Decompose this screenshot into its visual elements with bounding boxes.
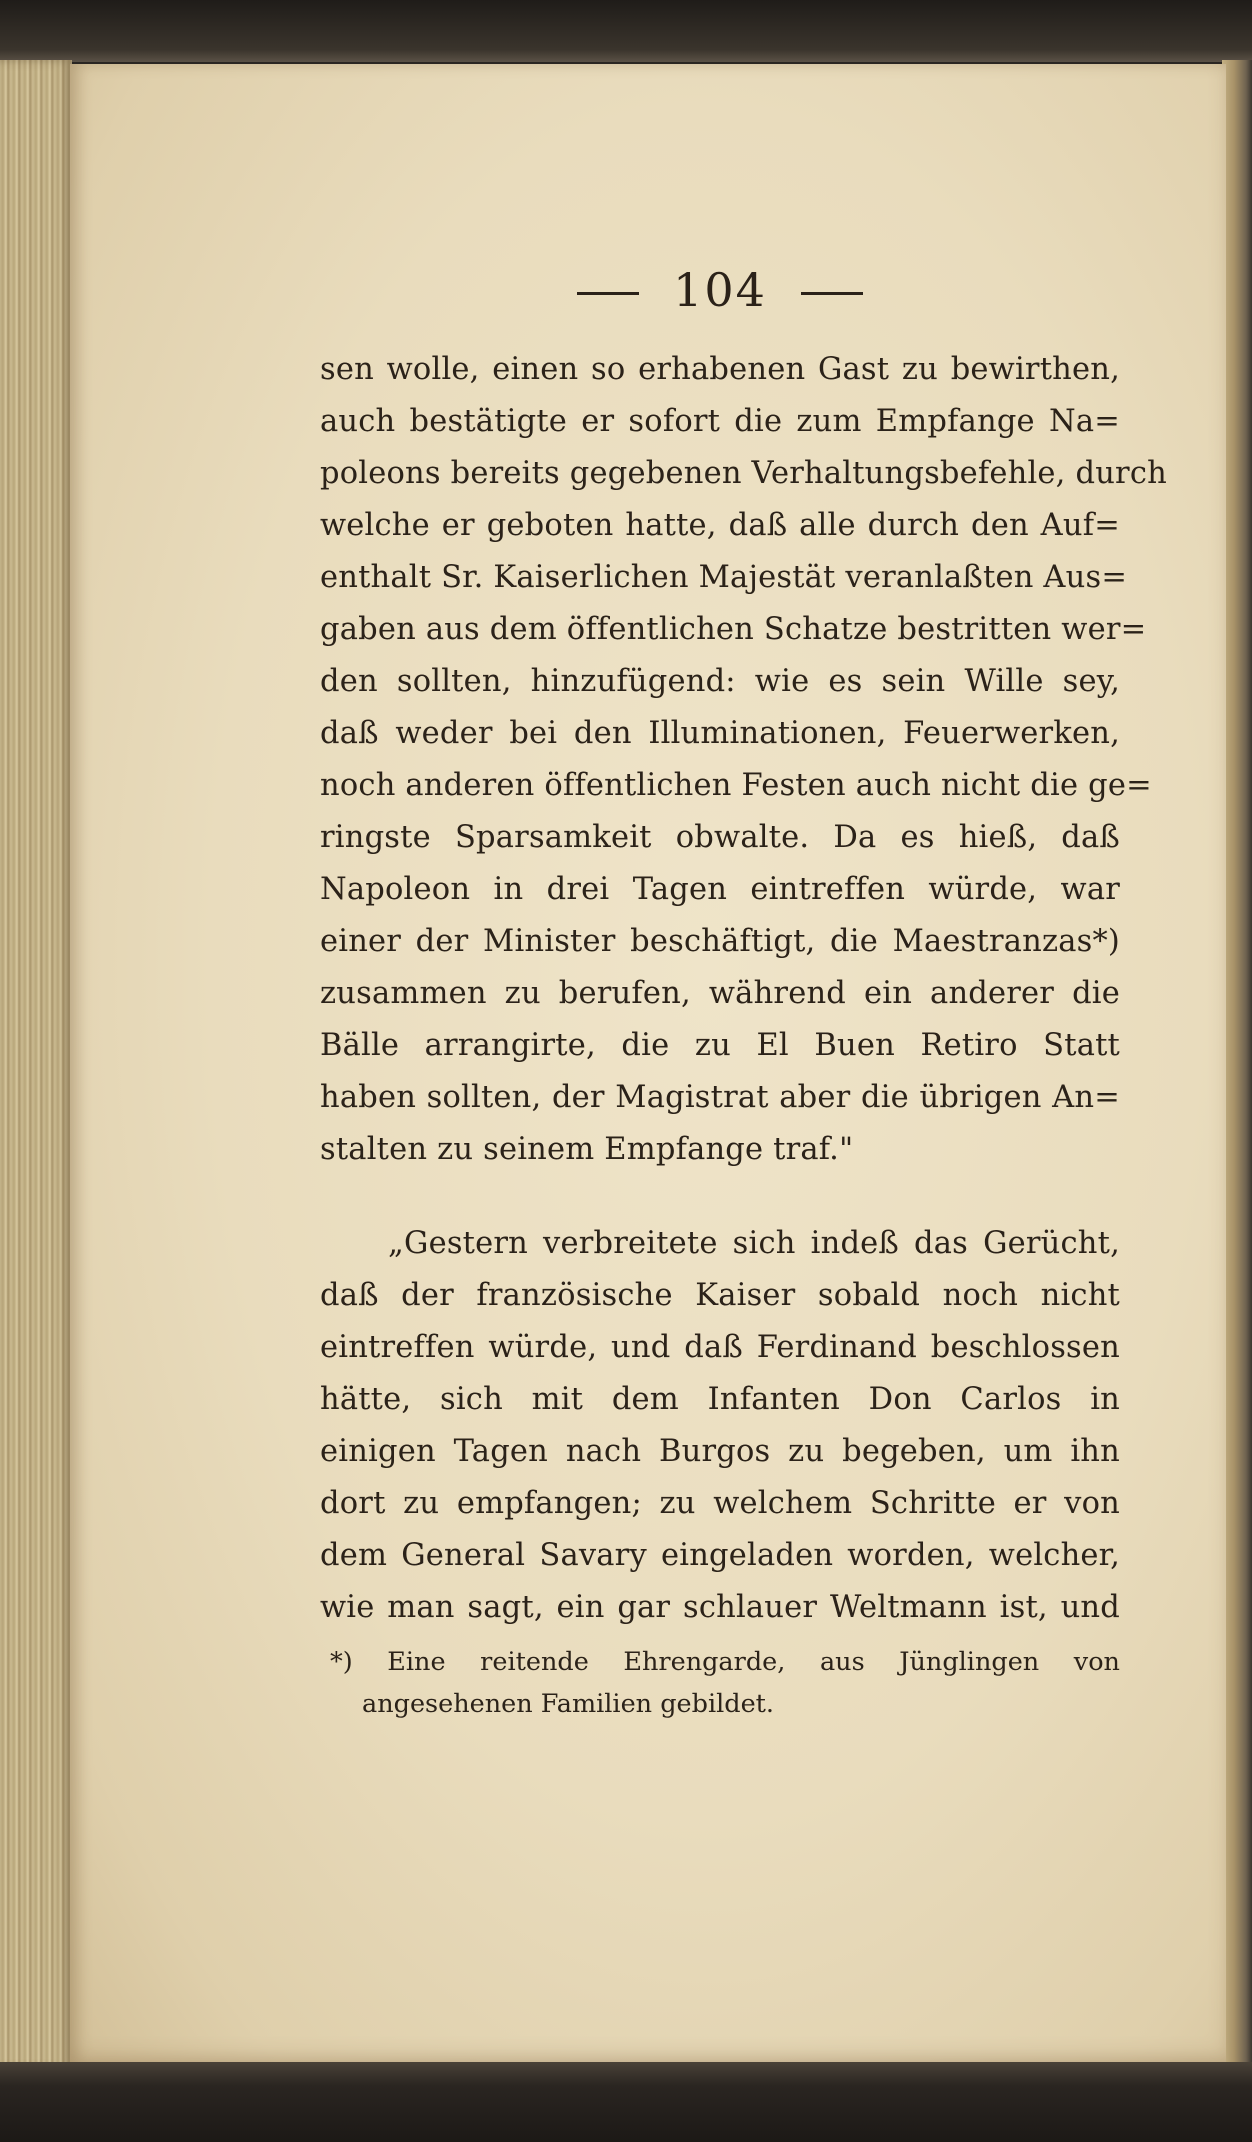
page-number: 104: [673, 263, 767, 317]
text-line: stalten zu seinem Empfange traf.": [320, 1132, 854, 1167]
footnote-line: *) Eine reitende Ehrengarde, aus Jünglingen von: [330, 1647, 1120, 1677]
text-line: „Gestern verbreitete sich indeß das Gerücht,: [388, 1226, 1120, 1261]
text-line: einer der Minister beschäftigt, die Maestranzas*): [320, 924, 1120, 959]
text-line: den sollten, hinzufügend: wie es sein Wille sey,: [320, 664, 1120, 699]
text-line: wie man sagt, ein gar schlauer Weltmann ist, und: [320, 1590, 1120, 1625]
header-dash-right: [801, 292, 863, 295]
header-dash-left: [577, 292, 639, 295]
book-cover-bottom-edge: [0, 2062, 1252, 2142]
text-line: Napoleon in drei Tagen eintreffen würde, war: [320, 872, 1120, 907]
text-line: poleons bereits gegebenen Verhaltungsbefehle, durch: [320, 456, 1167, 491]
text-line: dem General Savary eingeladen worden, welcher,: [320, 1538, 1120, 1573]
footnote-line: angesehenen Familien gebildet.: [362, 1689, 775, 1719]
text-line: einigen Tagen nach Burgos zu begeben, um ihn: [320, 1434, 1120, 1469]
text-line: haben sollten, der Magistrat aber die übrigen An=: [320, 1080, 1120, 1115]
text-line: hätte, sich mit dem Infanten Don Carlos in: [320, 1382, 1120, 1417]
text-line: ringste Sparsamkeit obwalte. Da es hieß, daß: [320, 820, 1120, 855]
page-block-right-edge: [1222, 60, 1252, 2070]
text-line: auch bestätigte er sofort die zum Empfange Na=: [320, 404, 1120, 439]
text-line: welche er geboten hatte, daß alle durch den Auf=: [320, 508, 1120, 543]
text-line: dort zu empfangen; zu welchem Schritte er von: [320, 1486, 1120, 1521]
text-line: gaben aus dem öffentlichen Schatze bestritten wer=: [320, 612, 1147, 647]
text-line: Bälle arrangirte, die zu El Buen Retiro Statt: [320, 1028, 1120, 1063]
text-line: noch anderen öffentlichen Festen auch nicht die ge=: [320, 768, 1152, 803]
book-cover-top-edge: [0, 0, 1252, 62]
text-line: zusammen zu berufen, während ein anderer die: [320, 976, 1120, 1011]
page-block-left-edge: [0, 60, 72, 2070]
text-line: enthalt Sr. Kaiserlichen Majestät veranlaßten Aus=: [320, 560, 1128, 595]
running-header: [560, 262, 880, 318]
text-line: sen wolle, einen so erhabenen Gast zu bewirthen,: [320, 352, 1120, 387]
text-line: eintreffen würde, und daß Ferdinand beschlossen: [320, 1330, 1120, 1365]
text-line: daß weder bei den Illuminationen, Feuerwerken,: [320, 716, 1120, 751]
text-line: daß der französische Kaiser sobald noch nicht: [320, 1278, 1120, 1313]
